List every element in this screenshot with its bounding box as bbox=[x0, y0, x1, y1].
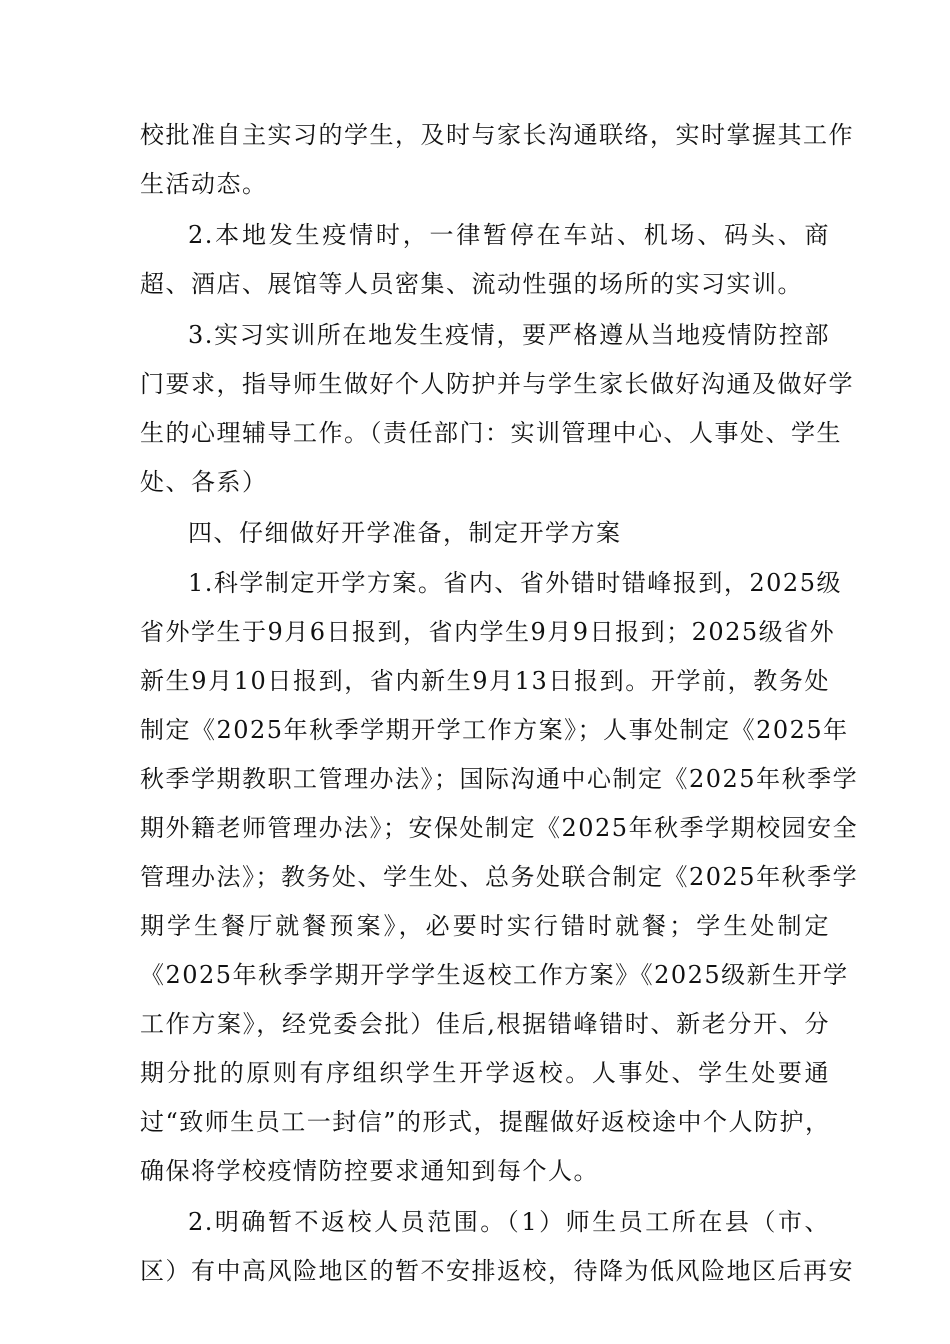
text-line: 2.明确暂不返校人员范围。（1）师生员工所在县（市、 bbox=[188, 1208, 830, 1236]
text-line: 期分批的原则有序组织学生开学返校。人事处、学生处要通 bbox=[140, 1059, 830, 1087]
text-line: 确保将学校疫情防控要求通知到每个人。 bbox=[140, 1157, 599, 1185]
text-line: 过“致师生员工一封信”的形式，提醒做好返校途中个人防护， bbox=[140, 1108, 831, 1136]
text-line: 期学生餐厅就餐预案》，必要时实行错时就餐；学生处制定 bbox=[140, 912, 830, 940]
text-line: 2.本地发生疫情时，一律暂停在车站、机场、码头、商 bbox=[188, 221, 830, 249]
text-line: 省外学生于9月6日报到，省内学生9月9日报到；2025级省外 bbox=[140, 618, 836, 646]
text-line: 生的心理辅导工作。（责任部门：实训管理中心、人事处、学生 bbox=[140, 419, 842, 447]
text-line: 生活动态。 bbox=[140, 170, 268, 198]
text-line: 超、酒店、展馆等人员密集、流动性强的场所的实习实训。 bbox=[140, 270, 803, 298]
text-line: 期外籍老师管理办法》；安保处制定《2025年秋季学期校园安全 bbox=[140, 814, 859, 842]
text-line: 管理办法》；教务处、学生处、总务处联合制定《2025年秋季学 bbox=[140, 863, 859, 891]
text-line: 工作方案》，经党委会批）佳后,根据错峰错时、新老分开、分 bbox=[140, 1010, 830, 1038]
text-line: 门要求，指导师生做好个人防护并与学生家长做好沟通及做好学 bbox=[140, 370, 854, 398]
text-line: 校批准自主实习的学生，及时与家长沟通联络，实时掌握其工作 bbox=[140, 121, 854, 149]
text-line: 3.实习实训所在地发生疫情，要严格遵从当地疫情防控部 bbox=[188, 321, 830, 349]
text-line: 新生9月10日报到，省内新生9月13日报到。开学前，教务处 bbox=[140, 667, 830, 695]
text-line: 《2025年秋季学期开学学生返校工作方案》《2025级新生开学 bbox=[140, 961, 849, 989]
text-line: 处、各系） bbox=[140, 468, 268, 496]
text-line: 1.科学制定开学方案。省内、省外错时错峰报到，2025级 bbox=[188, 569, 842, 597]
text-line: 制定《2025年秋季学期开学工作方案》；人事处制定《2025年 bbox=[140, 716, 849, 744]
text-line: 区）有中高风险地区的暂不安排返校，待降为低风险地区后再安 bbox=[140, 1257, 854, 1285]
text-line: 秋季学期教职工管理办法》；国际沟通中心制定《2025年秋季学 bbox=[140, 765, 859, 793]
section-heading: 四、仔细做好开学准备，制定开学方案 bbox=[188, 519, 622, 547]
